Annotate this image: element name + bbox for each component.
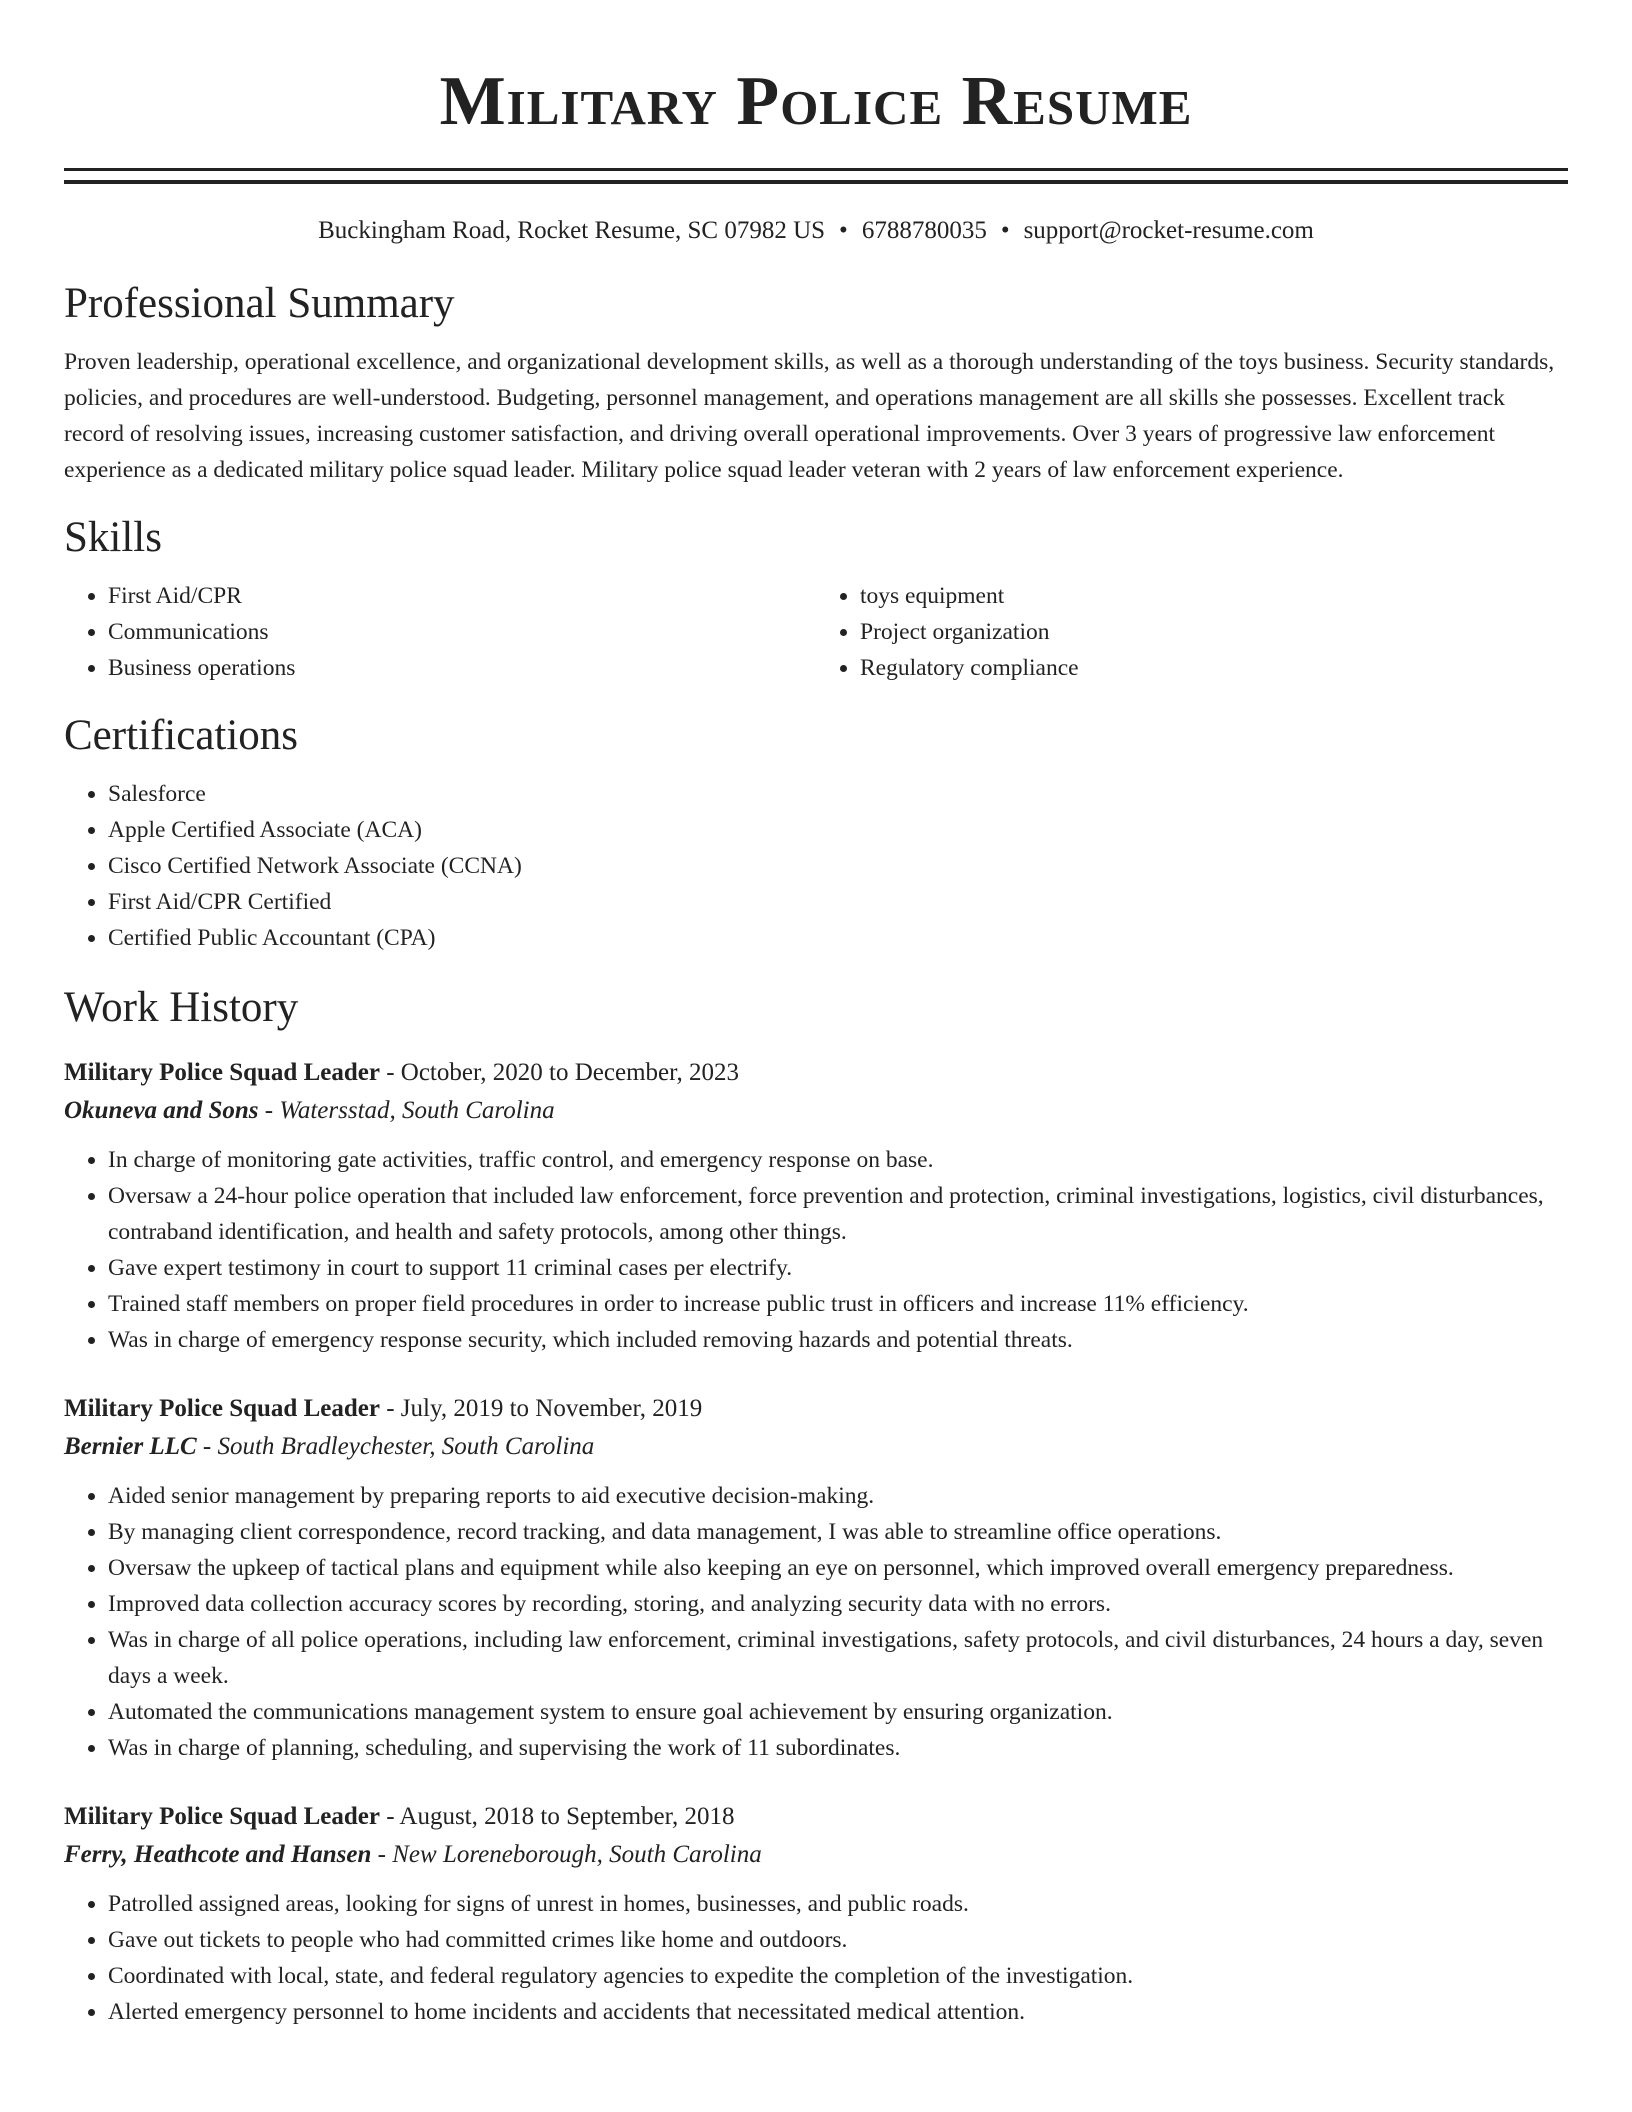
- job-company-line: [64, 1092, 1568, 1130]
- certification-item: • Certified Public Accountant (CPA): [108, 920, 1568, 956]
- certification-item: • Salesforce: [108, 776, 1568, 812]
- job-title-line: [64, 1054, 1568, 1092]
- summary-heading: Professional Summary: [64, 280, 455, 327]
- summary-text: Proven leadership, operational excellence, and organizational development skills, as well as a thorough understanding of the toys business. Security standards, policies, and procedures are well-understood. Budgeting, personnel management, and operations management are all skills she possesses. Excellent track record of resolving issues, increasing customer satisfaction, and driving overall operational improvements. Over 3 years of progressive law enforcement experience as a dedicated military police squad leader. Military police squad leader veteran with 2 years of law enforcement experience.: [64, 349, 1555, 483]
- job-location: - Watersstad, South Carolina: [258, 1097, 555, 1124]
- job-bullet: • Trained staff members on proper field procedures in order to increase public trust in officers and increase 11% efficiency.: [108, 1286, 1568, 1322]
- job-bullet: • Gave expert testimony in court to support 11 criminal cases per electrify.: [108, 1250, 1568, 1286]
- contact-address: Buckingham Road, Rocket Resume, SC 07982 US: [318, 217, 826, 244]
- job-dates: - July, 2019 to November, 2019: [379, 1395, 703, 1422]
- contact-email[interactable]: support@rocket-resume.com: [1023, 217, 1314, 244]
- job-bullet: • Coordinated with local, state, and federal regulatory agencies to expedite the completion of the investigation.: [108, 1958, 1568, 1994]
- job-company-line: [64, 1836, 1568, 1874]
- skill-item: • Business operations: [108, 650, 816, 686]
- certification-item: • Apple Certified Associate (ACA): [108, 812, 1568, 848]
- job-bullet: • Was in charge of emergency response security, which included removing hazards and potential threats.: [108, 1322, 1568, 1358]
- job-bullet: • Aided senior management by preparing reports to aid executive decision-making.: [108, 1478, 1568, 1514]
- resume-page: [64, 0, 1568, 2030]
- job-bullets: [64, 1142, 1568, 1358]
- job-role: Military Police Squad Leader: [64, 1395, 380, 1422]
- skill-item: • Project organization: [860, 614, 1568, 650]
- job-bullets: [64, 1886, 1568, 2030]
- job-bullet: • Patrolled assigned areas, looking for signs of unrest in homes, businesses, and public roads.: [108, 1886, 1568, 1922]
- skills-list-left: [64, 578, 816, 686]
- job-dates: - August, 2018 to September, 2018: [379, 1803, 735, 1830]
- certifications-list: [64, 776, 1568, 956]
- job-dates: - October, 2020 to December, 2023: [379, 1059, 739, 1086]
- job-company: Ferry, Heathcote and Hansen: [64, 1841, 372, 1868]
- skill-item: • Regulatory compliance: [860, 650, 1568, 686]
- certification-item: • First Aid/CPR Certified: [108, 884, 1568, 920]
- certifications-heading: Certifications: [64, 712, 299, 759]
- job-bullet: • Oversaw a 24-hour police operation that included law enforcement, force prevention and protection, criminal investigations, logistics, civil disturbances, contraband identification, and health and safety protocols, among other things.: [108, 1178, 1568, 1250]
- job-bullet: • Was in charge of planning, scheduling, and supervising the work of 11 subordinates.: [108, 1730, 1568, 1766]
- job-entry: [64, 1054, 1568, 1358]
- job-bullet: • Was in charge of all police operations, including law enforcement, criminal investigations, safety protocols, and civil disturbances, 24 hours a day, seven days a week.: [108, 1622, 1568, 1694]
- job-entry: [64, 1390, 1568, 1766]
- skill-item: • toys equipment: [860, 578, 1568, 614]
- job-entry: [64, 1798, 1568, 2030]
- job-company: Bernier LLC: [64, 1433, 197, 1460]
- job-title-line: [64, 1798, 1568, 1836]
- job-location: - New Loreneborough, South Carolina: [371, 1841, 762, 1868]
- job-role: Military Police Squad Leader: [64, 1803, 380, 1830]
- job-title-line: [64, 1390, 1568, 1428]
- job-bullets: [64, 1478, 1568, 1766]
- job-bullet: • In charge of monitoring gate activities, traffic control, and emergency response on base.: [108, 1142, 1568, 1178]
- job-bullet: • Automated the communications management system to ensure goal achievement by ensuring organization.: [108, 1694, 1568, 1730]
- job-bullet: • Gave out tickets to people who had committed crimes like home and outdoors.: [108, 1922, 1568, 1958]
- certification-item: • Cisco Certified Network Associate (CCNA): [108, 848, 1568, 884]
- job-location: - South Bradleychester, South Carolina: [196, 1433, 595, 1460]
- contact-line: [64, 214, 1568, 248]
- job-company-line: [64, 1428, 1568, 1466]
- contact-separator: •: [1000, 217, 1010, 244]
- job-bullet: • By managing client correspondence, record tracking, and data management, I was able to streamline office operations.: [108, 1514, 1568, 1550]
- job-bullet: • Alerted emergency personnel to home incidents and accidents that necessitated medical attention.: [108, 1994, 1568, 2030]
- contact-separator: •: [839, 217, 848, 244]
- skill-item: • Communications: [108, 614, 816, 650]
- job-company: Okuneva and Sons: [64, 1097, 259, 1124]
- job-bullet: • Oversaw the upkeep of tactical plans and equipment while also keeping an eye on personnel, which improved overall emergency preparedness.: [108, 1550, 1568, 1586]
- contact-phone[interactable]: 6788780035: [861, 217, 987, 244]
- work-history-heading: Work History: [64, 984, 299, 1031]
- job-bullet: • Improved data collection accuracy scores by recording, storing, and analyzing security data with no errors.: [108, 1586, 1568, 1622]
- skills-list-right: [816, 578, 1568, 686]
- skills-columns: [64, 578, 1568, 686]
- skills-heading: Skills: [64, 514, 162, 561]
- job-role: Military Police Squad Leader: [64, 1059, 380, 1086]
- page-title: Military Police Resume: [439, 63, 1193, 140]
- header-double-rule: [64, 168, 1568, 184]
- skill-item: • First Aid/CPR: [108, 578, 816, 614]
